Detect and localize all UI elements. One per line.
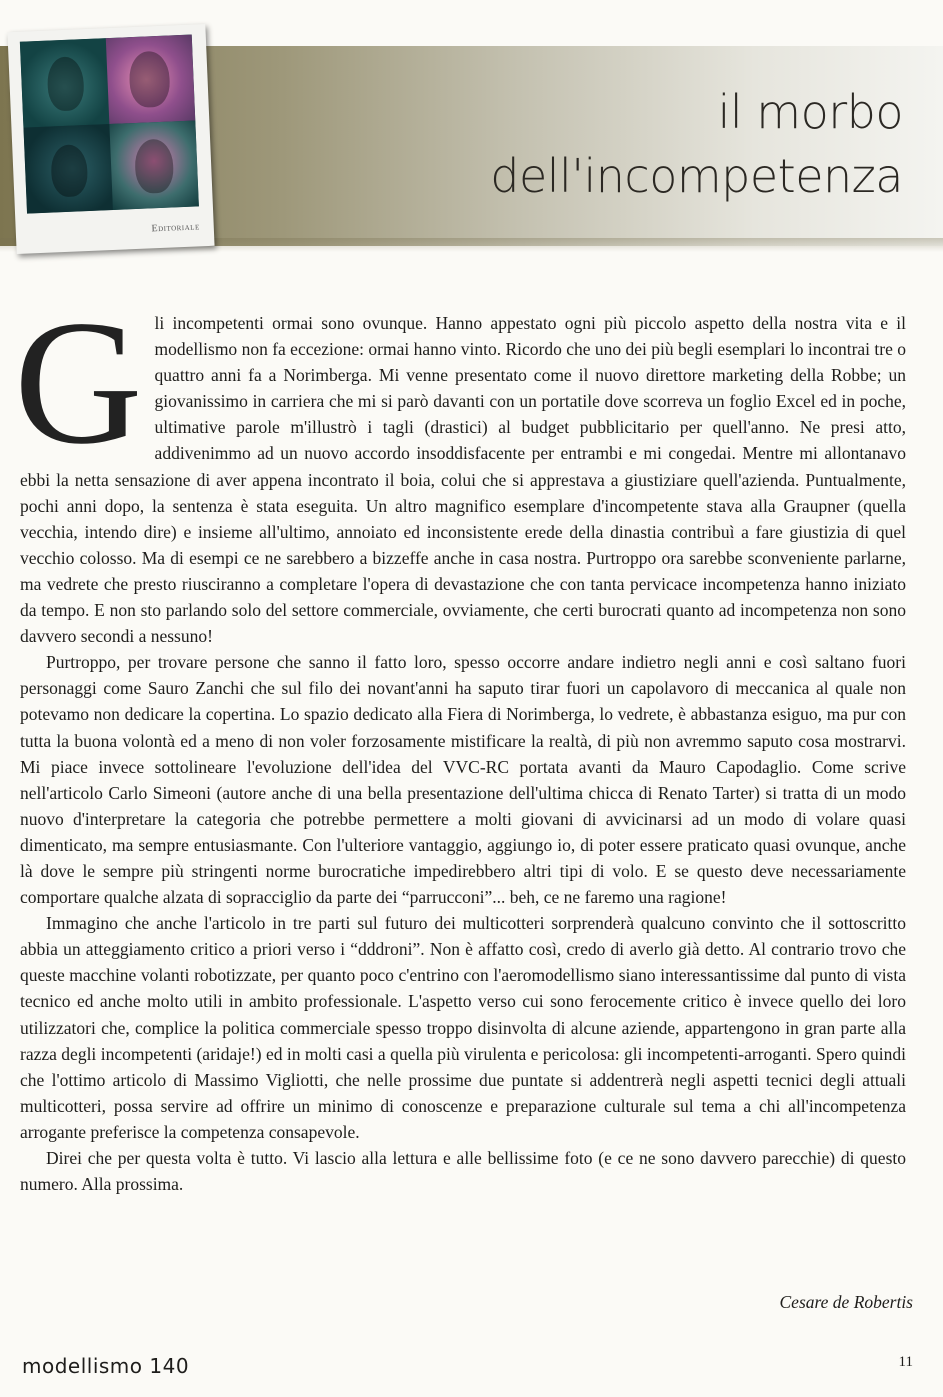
paragraph-4: Direi che per questa volta è tutto. Vi lascio alla lettura e alle bellissime foto (e ce ne sono davvero parecchie) di questo numero. Alla prossima. [20, 1148, 906, 1195]
paragraph-3: Immagino che anche l'articolo in tre parti sul futuro dei multicotteri sorprenderà qualcuno convinto che il sottoscritto abbia un atteggiamento critico a priori verso i “dddroni”. Non è affatto così, credo di averlo già detto. Al contrario trovo che queste macchine volanti robotizzate, per quanto poco c'entrino con l'aeromodellismo siano interessantissime dal punto di vista tecnico ed anche molto utili in ambito professionale. L'aspetto verso cui sono ferocemente critico è invece quello dei loro utilizzatori che, complice la politica commerciale spesso troppo disinvolta di alcune aziende, appartengono in gran parte alla razza degli incompetenti (aridaje!) ed in molti casi a quella più virulenta e pericolosa: gli incompetenti-arroganti. Spero quindi che l'ottimo articolo di Massimo Vigliotti, che nelle prossime due puntate si addentrerà negli aspetti tecnici degli attuali multicotteri, possa servire ad offrire un minimo di conoscenze e preparazione culturale sul tema a chi all'incompetenza arrogante preferisce la competenza consapevole. [20, 913, 906, 1142]
article-body [14, 283, 906, 1197]
drop-cap: G [14, 283, 143, 481]
paragraph-2: Purtroppo, per trovare persone che sanno il fatto loro, spesso occorre andare indietro negli anni e così saltano fuori personaggi come Sauro Zanchi che sul filo dei novant'anni ha saputo tirar fuori un capolavoro di meccanica al quale non potevamo non dedicare la copertina. Lo spazio dedicato alla Fiera di Norimberga, lo vedrete, è abbastanza esiguo, ma pur con tutta la buona volontà ed a meno di non voler forzosamente mistificare la realtà, di più non avremmo saputo cosa mostrarvi. Mi piace invece sottolineare l'evoluzione dell'idea del VVC-RC portata avanti da Mauro Capodaglio. Come scrive nell'articolo Carlo Simeoni (autore anche di una bella presentazione dell'ultima chicca di Renato Tarter) si tratta di un modo nuovo d'interpretare la categoria che potrebbe permettere a molti giovani di avvicinarsi ad un modo di volare quasi dimenticato, ma sempre entusiasmante. Con l'ulteriore vantaggio, aggiungo io, di poter essere praticato quasi ovunque, anche là dove le sempre più stringenti norme burocratiche impedirebbero altri tipi di volo. E se questo deve necessariamente comportare qualche alzata di sopracciglio da parte dei “parrucconi”... beh, ce ne faremo una ragione! [20, 652, 906, 908]
paragraph-1-text: li incompetenti ormai sono ovunque. Hanno appestato ogni più piccolo aspetto della nostra vita e il modellismo non fa eccezione: ormai hanno vinto. Ricordo che uno dei più begli esemplari lo incontrai tre o quattro anni fa a Norimberga. Mi venne presentato come il nuovo direttore marketing della Robbe; un giovanissimo in carriera che mi si parò davanti con un portatile dove scorreva un foglio Excel ed in poche, ultimative parole m'illustrò i tagli (drastici) al budget pubblicitario per quell'anno. Ne presi atto, addivenimmo ad un nuovo accordo insoddisfacente per entrambi e mi congedai. Mentre mi allontanavo ebbi la netta sensazione di aver appena incontrato il boia, colui che si apprestava a giustiziare quell'azienda. Puntualmente, pochi anni dopo, la sentenza è stata eseguita. Un altro magnifico esemplare d'incompetente stava alla Graupner (quella vecchia, intendo dire) e insieme all'ultimo, annoiato ed inconsistente erede della dinastia contribuì a fare giustizia di quel vecchio colosso. Ma di esempi ce ne sarebbero a bizzeffe anche in casa nostra. Purtroppo ora sarebbe sconveniente parlarne, ma vedrete che presto riusciranno a completare l'opera di devastazione che con tanta pervicace incompetenza hanno iniziato da tempo. E non sto parlando solo del settore commerciale, ovviamente, che certi burocrati quanto ad incompetenza non sono davvero secondi a nessuno! [20, 313, 906, 647]
photo-tile-1 [20, 38, 110, 128]
title-line-1: il morbo [717, 85, 903, 139]
paragraph-1 [14, 283, 906, 649]
article-title [490, 80, 903, 208]
photo-caption: Editoriale [151, 221, 200, 235]
editorial-photo-frame [7, 24, 214, 254]
photo-tile-2 [106, 35, 196, 125]
photo-tile-4 [109, 120, 199, 210]
magazine-issue: modellismo 140 [22, 1354, 190, 1378]
page-number: 11 [898, 1354, 913, 1370]
title-line-2: dell'incompetenza [490, 149, 903, 203]
photo-tile-3 [23, 124, 113, 214]
editorial-photo [20, 35, 199, 214]
author-signature: Cesare de Robertis [779, 1292, 913, 1312]
